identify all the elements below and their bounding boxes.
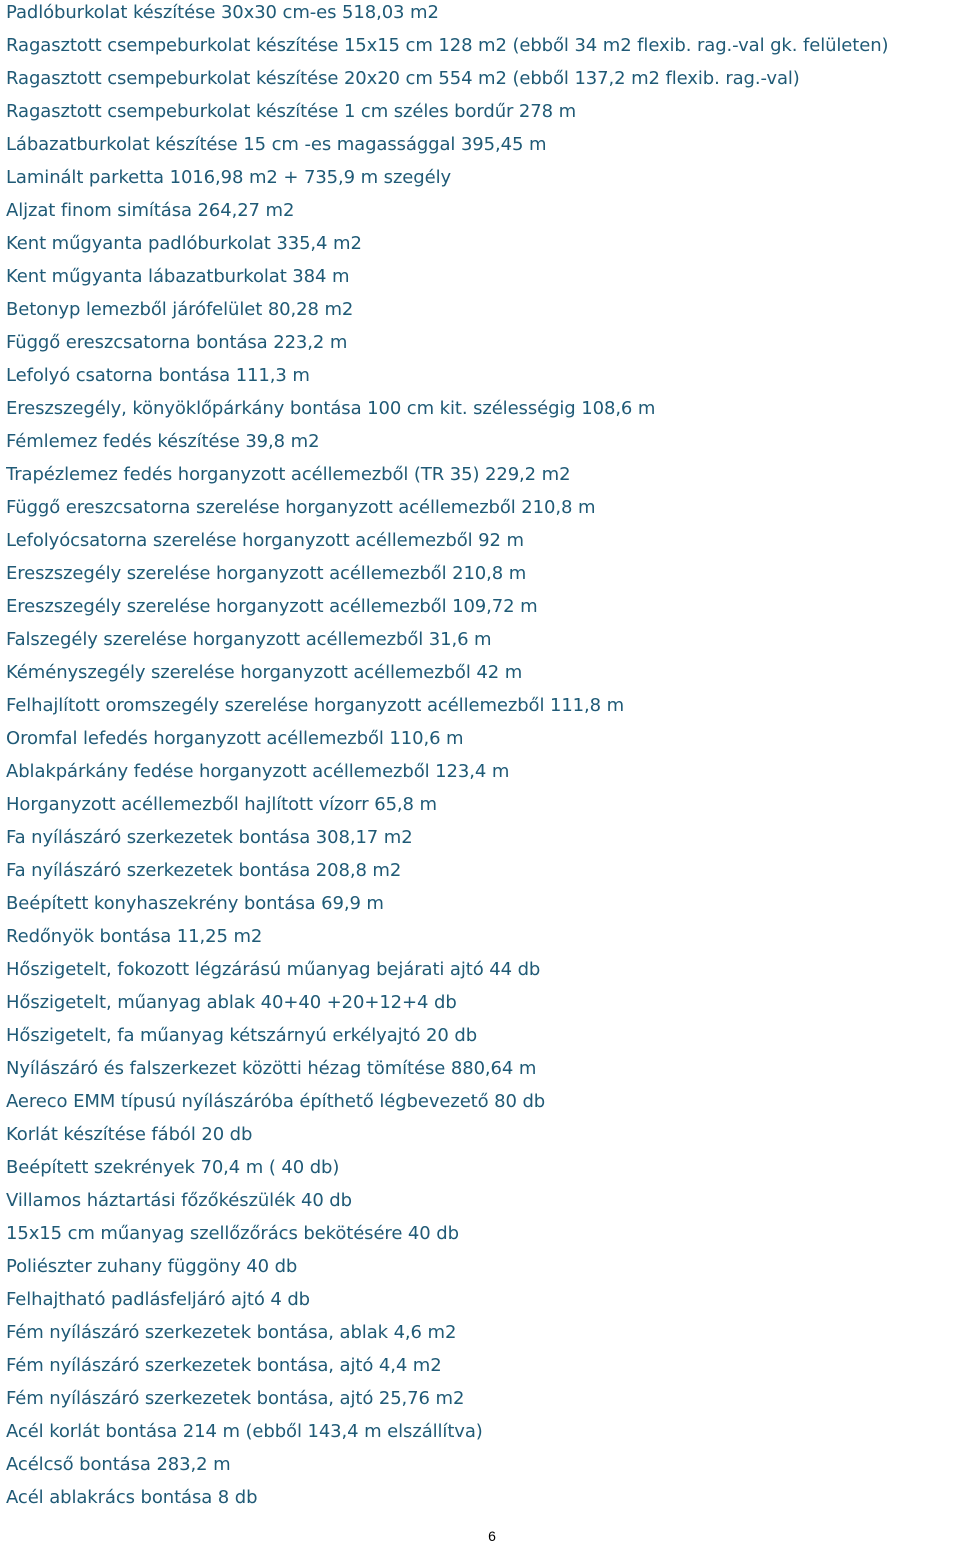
list-item: Kéményszegély szerelése horganyzott acéllemezből 42 m xyxy=(6,662,523,683)
list-item: Beépített szekrények 70,4 m ( 40 db) xyxy=(6,1157,340,1178)
list-item: Aljzat finom simítása 264,27 m2 xyxy=(6,200,295,221)
list-item: 15x15 cm műanyag szellőzőrács bekötésére 40 db xyxy=(6,1223,459,1244)
list-item: Felhajtható padlásfeljáró ajtó 4 db xyxy=(6,1289,310,1310)
list-item: Hőszigetelt, fa műanyag kétszárnyú erkélyajtó 20 db xyxy=(6,1025,478,1046)
list-item: Függő ereszcsatorna szerelése horganyzott acéllemezből 210,8 m xyxy=(6,497,596,518)
list-item: Nyílászáró és falszerkezet közötti hézag tömítése 880,64 m xyxy=(6,1058,537,1079)
list-item: Falszegély szerelése horganyzott acéllemezből 31,6 m xyxy=(6,629,492,650)
list-item: Kent műgyanta padlóburkolat 335,4 m2 xyxy=(6,233,362,254)
list-item: Fa nyílászáró szerkezetek bontása 308,17 m2 xyxy=(6,827,413,848)
list-item: Ragasztott csempeburkolat készítése 1 cm széles bordűr 278 m xyxy=(6,101,577,122)
list-item: Függő ereszcsatorna bontása 223,2 m xyxy=(6,332,348,353)
list-item: Ragasztott csempeburkolat készítése 20x20 cm 554 m2 (ebből 137,2 m2 flexib. rag.-val) xyxy=(6,68,800,89)
list-item: Betonyp lemezből járófelület 80,28 m2 xyxy=(6,299,354,320)
page-number: 6 xyxy=(488,1528,496,1544)
list-item: Ereszszegély, könyöklőpárkány bontása 100 cm kit. szélességig 108,6 m xyxy=(6,398,656,419)
list-item: Villamos háztartási főzőkészülék 40 db xyxy=(6,1190,352,1211)
list-item: Poliészter zuhany függöny 40 db xyxy=(6,1256,298,1277)
list-item: Trapézlemez fedés horganyzott acéllemezből (TR 35) 229,2 m2 xyxy=(6,464,571,485)
list-item: Horganyzott acéllemezből hajlított vízorr 65,8 m xyxy=(6,794,437,815)
list-item: Felhajlított oromszegély szerelése horganyzott acéllemezből 111,8 m xyxy=(6,695,625,716)
list-item: Acél ablakrács bontása 8 db xyxy=(6,1487,258,1508)
list-item: Fém nyílászáró szerkezetek bontása, ablak 4,6 m2 xyxy=(6,1322,457,1343)
list-item: Korlát készítése fából 20 db xyxy=(6,1124,253,1145)
list-item: Fém nyílászáró szerkezetek bontása, ajtó 25,76 m2 xyxy=(6,1388,465,1409)
list-item: Kent műgyanta lábazatburkolat 384 m xyxy=(6,266,350,287)
list-item: Ragasztott csempeburkolat készítése 15x15 cm 128 m2 (ebből 34 m2 flexib. rag.-val gk. felületen) xyxy=(6,35,889,56)
list-item: Fém nyílászáró szerkezetek bontása, ajtó 4,4 m2 xyxy=(6,1355,442,1376)
list-item: Fémlemez fedés készítése 39,8 m2 xyxy=(6,431,320,452)
list-item: Ereszszegély szerelése horganyzott acéllemezből 210,8 m xyxy=(6,563,527,584)
list-item: Ablakpárkány fedése horganyzott acéllemezből 123,4 m xyxy=(6,761,510,782)
list-item: Beépített konyhaszekrény bontása 69,9 m xyxy=(6,893,384,914)
list-item: Redőnyök bontása 11,25 m2 xyxy=(6,926,263,947)
list-item: Hőszigetelt, fokozott légzárású műanyag bejárati ajtó 44 db xyxy=(6,959,541,980)
list-item: Lefolyócsatorna szerelése horganyzott acéllemezből 92 m xyxy=(6,530,524,551)
list-item: Lefolyó csatorna bontása 111,3 m xyxy=(6,365,310,386)
list-item: Oromfal lefedés horganyzott acéllemezből 110,6 m xyxy=(6,728,464,749)
list-item: Laminált parketta 1016,98 m2 + 735,9 m szegély xyxy=(6,167,452,188)
list-item: Padlóburkolat készítése 30x30 cm-es 518,03 m2 xyxy=(6,2,439,23)
list-item: Acélcső bontása 283,2 m xyxy=(6,1454,231,1475)
list-item: Acél korlát bontása 214 m (ebből 143,4 m elszállítva) xyxy=(6,1421,483,1442)
list-item: Lábazatburkolat készítése 15 cm -es magassággal 395,45 m xyxy=(6,134,547,155)
list-item: Hőszigetelt, műanyag ablak 40+40 +20+12+4 db xyxy=(6,992,457,1013)
list-item: Fa nyílászáró szerkezetek bontása 208,8 m2 xyxy=(6,860,402,881)
work-items-list xyxy=(6,0,956,1518)
list-item: Aereco EMM típusú nyílászáróba építhető légbevezető 80 db xyxy=(6,1091,546,1112)
list-item: Ereszszegély szerelése horganyzott acéllemezből 109,72 m xyxy=(6,596,538,617)
